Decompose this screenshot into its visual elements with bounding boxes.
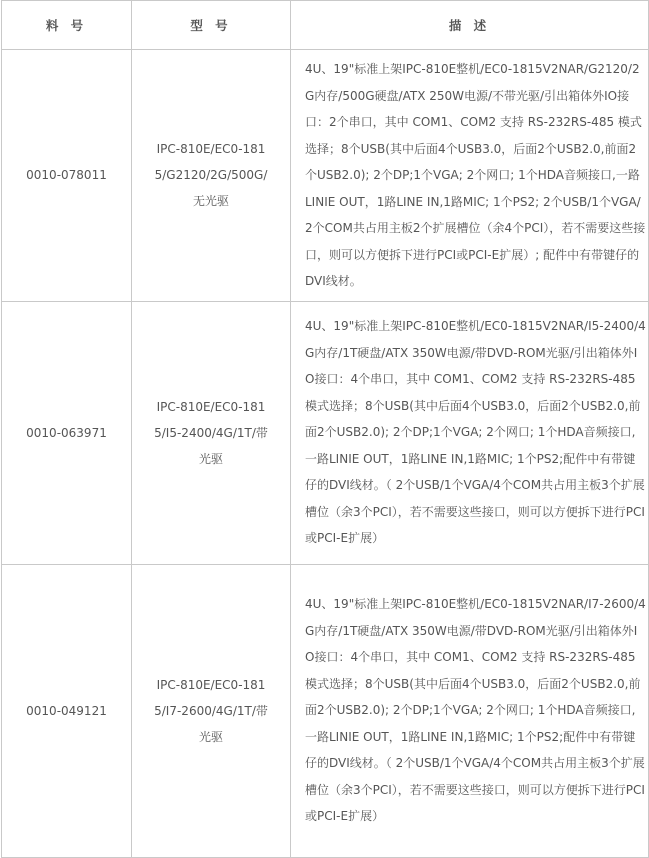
part-number-cell: 0010-063971 (2, 301, 132, 564)
table-row (2, 301, 649, 564)
model-cell: IPC-810E/EC0-1815/I7-2600/4G/1T/带光驱 (132, 564, 291, 857)
table-row (2, 50, 649, 302)
model-cell: IPC-810E/EC0-1815/I5-2400/4G/1T/带光驱 (132, 301, 291, 564)
product-table (1, 0, 649, 858)
header-description: 描 述 (291, 1, 649, 50)
header-model: 型 号 (132, 1, 291, 50)
model-cell: IPC-810E/EC0-1815/G2120/2G/500G/无光驱 (132, 50, 291, 302)
header-code: 料 号 (2, 1, 132, 50)
description-cell: 4U、19"标准上架IPC-810E整机/EC0-1815V2NAR/I7-2600/4G内存/1T硬盘/ATX 350W电源/带DVD-ROM光驱/引出箱体外IO接口：4个串口，其中 COM1、COM2 支持 RS-232RS-485 模式选择；8个USB(其中后面4个USB3.0，后面2个USB2.0,前面2个USB2.0); 2个DP;1个VGA; 2个网口; 1个HDA音频接口,一路LINIE OUT，1路LINE IN,1路MIC; 1个PS2;配件中有带键仔的DVI线材。（ 2个USB/1个VGA/4个COM共占用主板3个扩展槽位（余3个PCI），若不需要这些接口，则可以方便拆下进行PCI或PCI-E扩展） (291, 564, 649, 857)
part-number-cell: 0010-049121 (2, 564, 132, 857)
description-cell: 4U、19"标准上架IPC-810E整机/EC0-1815V2NAR/G2120/2G内存/500G硬盘/ATX 250W电源/不带光驱/引出箱体外IO接口：2个串口，其中 COM1、COM2 支持 RS-232RS-485 模式选择；8个USB(其中后面4个USB3.0，后面2个USB2.0,前面2个USB2.0); 2个DP;1个VGA; 2个网口; 1个HDA音频接口,一路LINIE OUT，1路LINE IN,1路MIC; 1个PS2; 2个USB/1个VGA/2个COM共占用主板2个扩展槽位（余4个PCI），若不需要这些接口，则可以方便拆下进行PCI或PCI-E扩展）; 配件中有带键仔的DVI线材。 (291, 50, 649, 302)
table-header-row (2, 1, 649, 50)
table-row (2, 564, 649, 857)
part-number-cell: 0010-078011 (2, 50, 132, 302)
description-cell: 4U、19"标准上架IPC-810E整机/EC0-1815V2NAR/I5-2400/4G内存/1T硬盘/ATX 350W电源/带DVD-ROM光驱/引出箱体外IO接口：4个串口，其中 COM1、COM2 支持 RS-232RS-485 模式选择；8个USB(其中后面4个USB3.0，后面2个USB2.0,前面2个USB2.0); 2个DP;1个VGA; 2个网口; 1个HDA音频接口,一路LINIE OUT，1路LINE IN,1路MIC; 1个PS2;配件中有带键仔的DVI线材。（ 2个USB/1个VGA/4个COM共占用主板3个扩展槽位（余3个PCI），若不需要这些接口，则可以方便拆下进行PCI或PCI-E扩展） (291, 301, 649, 564)
